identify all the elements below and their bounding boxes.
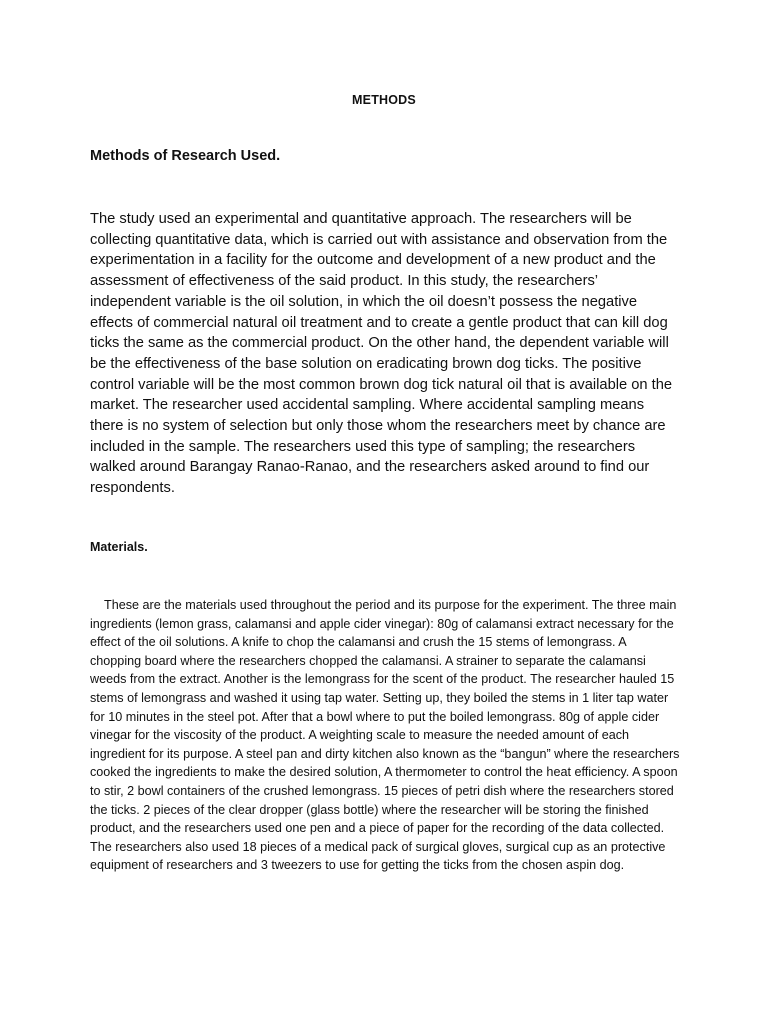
section-title-methods-of-research: Methods of Research Used. <box>90 148 281 164</box>
section-body-materials: These are the materials used throughout the period and its purpose for the experiment. The three main ingredients (lemon grass, calamansi and apple cider vinegar): 80g of calamansi extract necessary for the effect of the oil solutions. A knife to chop the calamansi and crush the 15 stems of lemongrass. A chopping board where the researchers chopped the calamansi. A strainer to separate the calamansi weeds from the extract. Another is the lemongrass for the scent of the product. The researcher hauled 15 stems of lemongrass and washed it using tap water. Setting up, they boiled the stems in 1 liter tap water for 10 minutes in the steel pot. After that a bowl where to put the boiled lemongrass. 80g of apple cider vinegar for the viscosity of the product. A weighting scale to measure the needed amount of each ingredient for its purpose. A steel pan and dirty kitchen also known as the “bangun” where the researchers cooked the ingredients to make the desired solution, A thermometer to control the heat efficiency. A spoon to stir, 2 bowl containers of the crushed lemongrass. 15 pieces of petri dish where the researchers stored the ticks. 2 pieces of the clear dropper (glass bottle) where the researcher will be storing the finished product, and the researchers used one pen and a piece of paper for the recording of the data collected. The researchers also used 18 pieces of a medical pack of surgical gloves, surgical cup as an protective equipment of researchers and 3 tweezers to use for getting the ticks from the chosen aspin dog. <box>90 598 680 873</box>
section-body-methods-of-research: The study used an experimental and quantitative approach. The researchers will be collecting quantitative data, which is carried out with assistance and observation from the experimentation in a facility for the outcome and development of a new product and the assessment of effectiveness of the said product. In this study, the researchers’ independent variable is the oil solution, in which the oil doesn’t possess the negative effects of commercial natural oil treatment and to create a gentle product that can kill dog ticks the same as the commercial product. On the other hand, the dependent variable will be the effectiveness of the base solution on eradicating brown dog ticks. The positive control variable will be the most common brown dog tick natural oil that is available on the market. The researcher used accidental sampling. Where accidental sampling means there is no system of selection but only those whom the researchers meet by chance are included in the sample. The researchers used this type of sampling; the researchers walked around Barangay Ranao-Ranao, and the researchers asked around to find our respondents. <box>90 211 673 497</box>
section-title-materials: Materials. <box>90 540 148 554</box>
page-heading: METHODS <box>352 93 416 107</box>
